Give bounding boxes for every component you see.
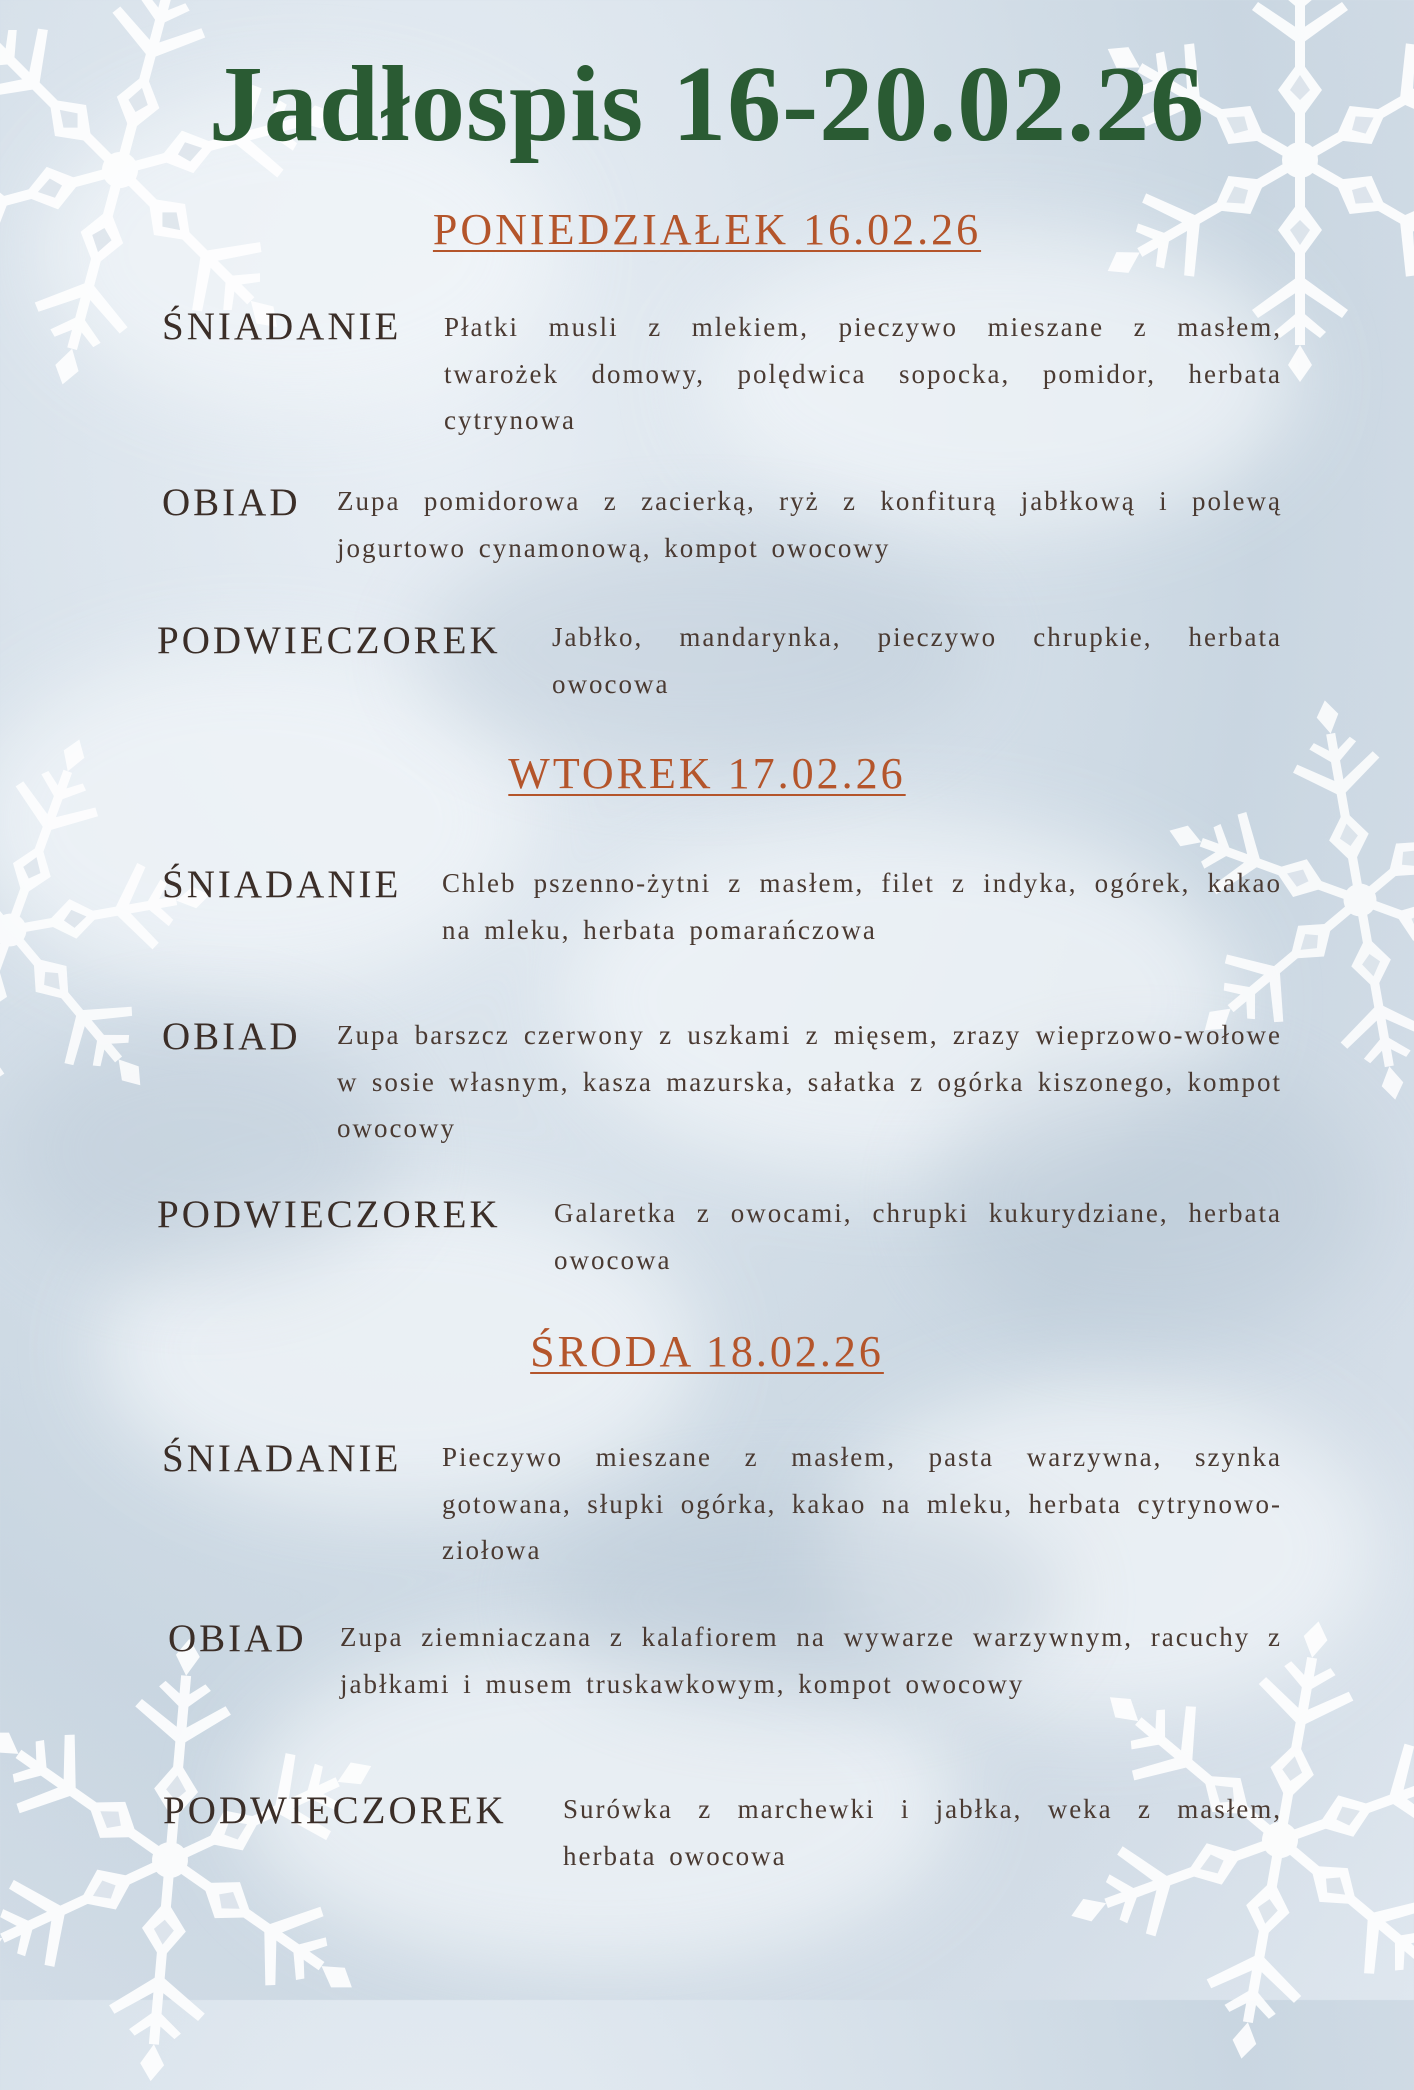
meal-description: Płatki musli z mlekiem, pieczywo mieszane z masłem, twarożek domowy, polędwica sopocka, pomidor, herbata cytrynowa: [444, 312, 1282, 435]
meal-description: Chleb pszenno-żytni z masłem, filet z indyka, ogórek, kakao na mleku, herbata pomarańczowa: [442, 868, 1282, 945]
meal-description: Galaretka z owocami, chrupki kukurydziane, herbata owocowa: [554, 1198, 1282, 1275]
meal-description: Jabłko, mandarynka, pieczywo chrupkie, herbata owocowa: [552, 622, 1282, 699]
meal-label: OBIAD: [162, 481, 301, 524]
meal-label: OBIAD: [162, 1015, 301, 1058]
meal-description: Zupa pomidorowa z zacierką, ryż z konfiturą jabłkową i polewą jogurtowo cynamonową, kompot owocowy: [337, 486, 1282, 563]
day-heading-monday: PONIEDZIAŁEK 16.02.26: [432, 205, 982, 254]
meal-label: PODWIECZOREK: [157, 1193, 501, 1236]
meal-description: Zupa ziemniaczana z kalafiorem na wywarze warzywnym, racuchy z jabłkami i musem truskawkowym, kompot owocowy: [340, 1622, 1282, 1699]
meal-label: ŚNIADANIE: [162, 1437, 402, 1480]
page-title: Jadłospis 16-20.02.26: [208, 45, 1206, 164]
meal-snack: [0, 1786, 1414, 1871]
meal-label: OBIAD: [168, 1617, 307, 1660]
meal-breakfast: [0, 860, 1414, 945]
meal-lunch: [0, 1012, 1414, 1143]
meal-snack: [0, 1190, 1414, 1275]
meal-description: Pieczywo mieszane z masłem, pasta warzywna, szynka gotowana, słupki ogórka, kakao na mleku, herbata cytrynowo-ziołowa: [442, 1442, 1282, 1565]
meal-description: Zupa barszcz czerwony z uszkami z mięsem, zrazy wieprzowo-wołowe w sosie własnym, kasza mazurska, sałatka z ogórka kiszonego, kompot owocowy: [337, 1020, 1282, 1143]
meal-label: PODWIECZOREK: [163, 1789, 507, 1832]
meal-label: ŚNIADANIE: [162, 305, 402, 348]
day-heading-wednesday: ŚRODA 18.02.26: [530, 1327, 884, 1376]
meal-label: PODWIECZOREK: [157, 619, 501, 662]
meal-breakfast: [0, 302, 1414, 435]
meal-label: ŚNIADANIE: [162, 863, 402, 906]
meal-lunch: [0, 478, 1414, 563]
meal-lunch: [0, 1614, 1414, 1699]
meal-breakfast: [0, 1434, 1414, 1565]
day-heading-tuesday: WTOREK 17.02.26: [508, 749, 906, 798]
meal-description: Surówka z marchewki i jabłka, weka z masłem, herbata owocowa: [563, 1794, 1282, 1871]
meal-snack: [0, 616, 1414, 699]
